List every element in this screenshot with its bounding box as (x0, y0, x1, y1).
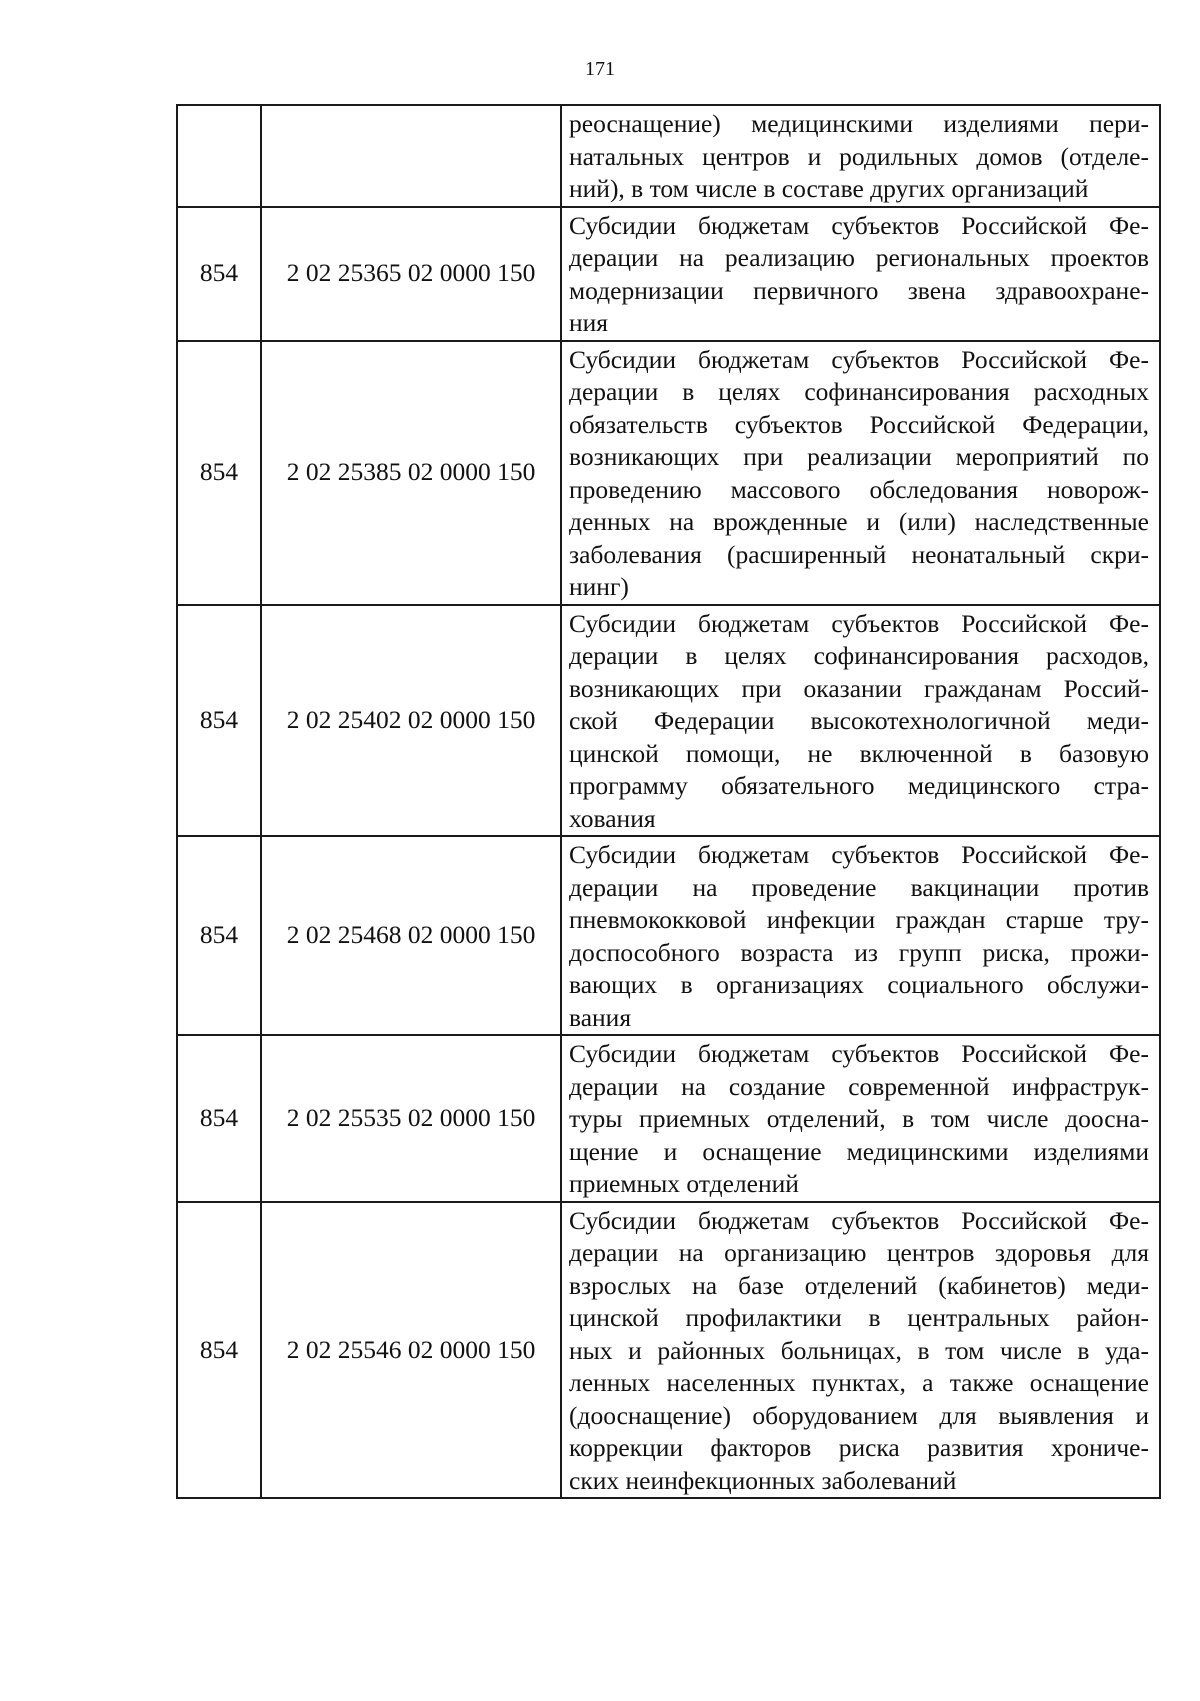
description-line: ных и районных больницах, в том числе в уда- (569, 1335, 1149, 1365)
description-line: натальных центров и родильных домов (отделе- (569, 141, 1149, 171)
table-row (177, 1035, 1160, 1202)
description-line: пневмококковой инфекции граждан старше тру- (569, 905, 1149, 934)
admin-code-cell: 854 (177, 836, 261, 1035)
description-line: Субсидии бюджетам субъектов Российской Фе- (569, 608, 1149, 638)
description-line: Субсидии бюджетам субъектов Российской Фе- (569, 1039, 1149, 1068)
budget-code-cell: 2 02 25546 02 0000 150 (261, 1202, 561, 1499)
description-line: приемных отделений (569, 1169, 799, 1198)
admin-code-cell: 854 (177, 207, 261, 341)
description-line: Субсидии бюджетам субъектов Российской Фе- (569, 210, 1149, 240)
description-line: цинской профилактики в центральных район- (569, 1303, 1149, 1332)
budget-code-cell: 2 02 25385 02 0000 150 (261, 341, 561, 605)
description-line: дерации на реализацию региональных проектов (569, 243, 1149, 272)
table-row (177, 207, 1160, 341)
description-line: Субсидии бюджетам субъектов Российской Фе- (569, 840, 1149, 869)
description-line: туры приемных отделений, в том числе доосна- (569, 1104, 1149, 1133)
description-line: ния (569, 308, 609, 337)
description-line: реоснащение) медицинскими изделиями пери- (569, 109, 1149, 138)
description-line: нинг) (569, 572, 629, 601)
admin-code-cell: 854 (177, 1035, 261, 1202)
table-row (177, 836, 1160, 1035)
admin-code-cell: 854 (177, 341, 261, 605)
description-line: взрослых на базе отделений (кабинетов) меди- (569, 1270, 1149, 1300)
budget-classification-table (176, 104, 1161, 1499)
description-line: вания (569, 1002, 632, 1032)
description-line: ний), в том числе в составе других организаций (569, 174, 1089, 203)
description-line: возникающих при реализации мероприятий по (569, 442, 1149, 471)
description-line: Субсидии бюджетам субъектов Российской Фе- (569, 344, 1149, 374)
description-line: доспособного возраста из групп риска, прожи- (569, 937, 1149, 967)
description-line: цинской помощи, не включенной в базовую (569, 738, 1149, 768)
description-line: дерации в целях софинансирования расходных (569, 377, 1149, 406)
description-line: модернизации первичного звена здравоохране- (569, 275, 1149, 305)
description-line: ской Федерации высокотехнологичной меди- (569, 706, 1149, 735)
description-line: ленных населенных пунктах, а также оснащение (569, 1368, 1149, 1397)
description-line: обязательств субъектов Российской Федерации, (569, 409, 1149, 439)
table-row (177, 1202, 1160, 1499)
description-line: Субсидии бюджетам субъектов Российской Фе- (569, 1205, 1149, 1235)
revenue-name-cell (561, 605, 1160, 837)
page-number: 171 (585, 58, 615, 80)
table-body (177, 105, 1160, 1498)
description-line: (дооснащение) оборудованием для выявления и (569, 1400, 1149, 1430)
description-line: денных на врожденные и (или) наследственные (569, 507, 1149, 536)
description-line: ских неинфекционных заболеваний (569, 1465, 957, 1495)
budget-code-cell: 2 02 25468 02 0000 150 (261, 836, 561, 1035)
admin-code-cell: 854 (177, 1202, 261, 1499)
table-row (177, 105, 1160, 207)
description-line: возникающих при оказании гражданам Россий- (569, 673, 1149, 703)
description-line: щение и оснащение медицинскими изделиями (569, 1136, 1149, 1166)
budget-code-cell: 2 02 25365 02 0000 150 (261, 207, 561, 341)
description-line: коррекции факторов риска развития хрониче- (569, 1433, 1149, 1462)
revenue-name-cell (561, 1202, 1160, 1499)
table-row (177, 341, 1160, 605)
revenue-name-cell (561, 341, 1160, 605)
admin-code-cell (177, 105, 261, 207)
admin-code-cell: 854 (177, 605, 261, 837)
description-line: проведению массового обследования новорож- (569, 474, 1149, 504)
description-line: дерации на проведение вакцинации против (569, 872, 1149, 902)
description-line: дерации на создание современной инфраструк- (569, 1071, 1149, 1101)
revenue-name-cell (561, 207, 1160, 341)
budget-code-cell (261, 105, 561, 207)
description-line: хования (569, 803, 656, 833)
description-line: вающих в организациях социального обслужи- (569, 970, 1149, 999)
revenue-name-cell (561, 105, 1160, 207)
budget-code-cell: 2 02 25535 02 0000 150 (261, 1035, 561, 1202)
description-line: заболевания (расширенный неонатальный скри- (569, 539, 1149, 569)
budget-code-cell: 2 02 25402 02 0000 150 (261, 605, 561, 837)
revenue-name-cell (561, 836, 1160, 1035)
table-row (177, 605, 1160, 837)
description-line: дерации в целях софинансирования расходов, (569, 641, 1149, 670)
revenue-name-cell (561, 1035, 1160, 1202)
description-line: дерации на организацию центров здоровья для (569, 1238, 1149, 1267)
description-line: программу обязательного медицинского стра- (569, 771, 1149, 800)
